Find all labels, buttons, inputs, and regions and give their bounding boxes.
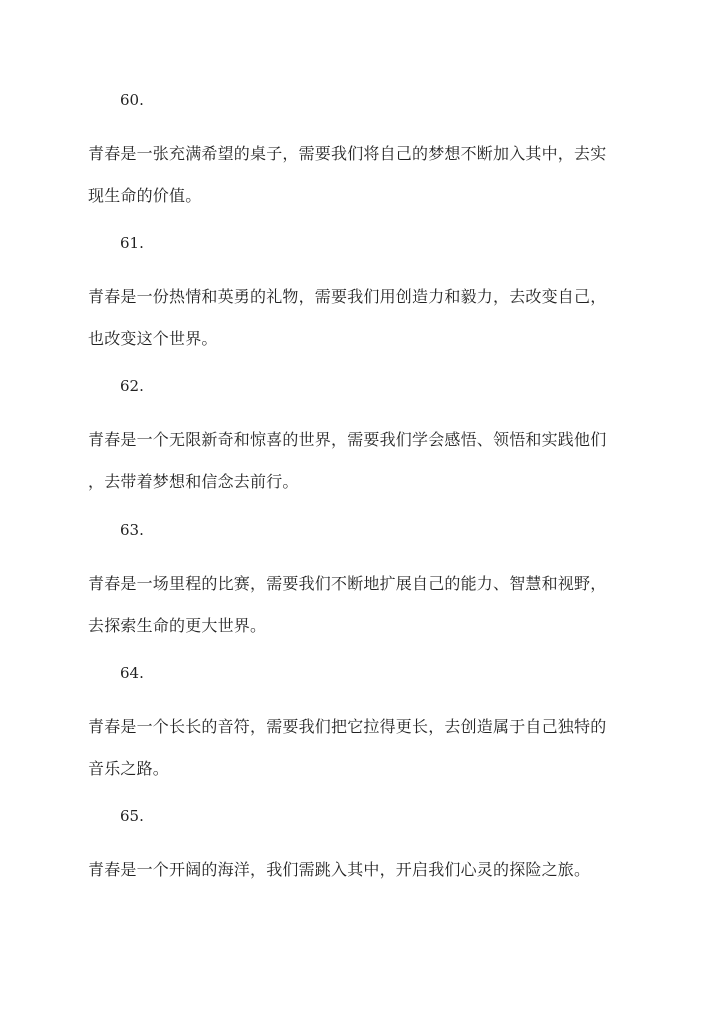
entry-61 [88,233,648,360]
entry-text-line: ，去带着梦想和信念去前行。 [88,472,299,491]
entry-65 [88,806,648,891]
entry-text-line: 去探索生命的更大世界。 [88,616,267,635]
entry-text-line: 青春是一场里程的比赛，需要我们不断地扩展自己的能力、智慧和视野， [88,574,607,593]
entry-text-line: 现生命的价值。 [88,186,202,205]
entry-number: 64. [120,664,144,682]
entry-number: 60. [120,91,144,109]
entry-number: 63. [120,521,144,539]
entry-text-line: 青春是一张充满希望的桌子，需要我们将自己的梦想不断加入其中，去实 [88,144,607,163]
entry-62 [88,376,648,503]
entry-text-line: 青春是一个开阔的海洋，我们需跳入其中，开启我们心灵的探险之旅。 [88,860,591,879]
entry-text-line: 青春是一个无限新奇和惊喜的世界，需要我们学会感悟、领悟和实践他们 [88,430,607,449]
entry-63 [88,520,648,647]
entry-number: 61. [120,234,144,252]
entry-text-line: 音乐之路。 [88,759,170,778]
entry-text-line: 青春是一份热情和英勇的礼物，需要我们用创造力和毅力，去改变自己， [88,287,607,306]
entry-text-line: 青春是一个长长的音符，需要我们把它拉得更长，去创造属于自己独特的 [88,717,607,736]
entry-64 [88,663,648,790]
entry-text-line: 也改变这个世界。 [88,329,218,348]
entry-number: 65. [120,807,144,825]
entry-60 [88,90,648,217]
entry-number: 62. [120,377,144,395]
